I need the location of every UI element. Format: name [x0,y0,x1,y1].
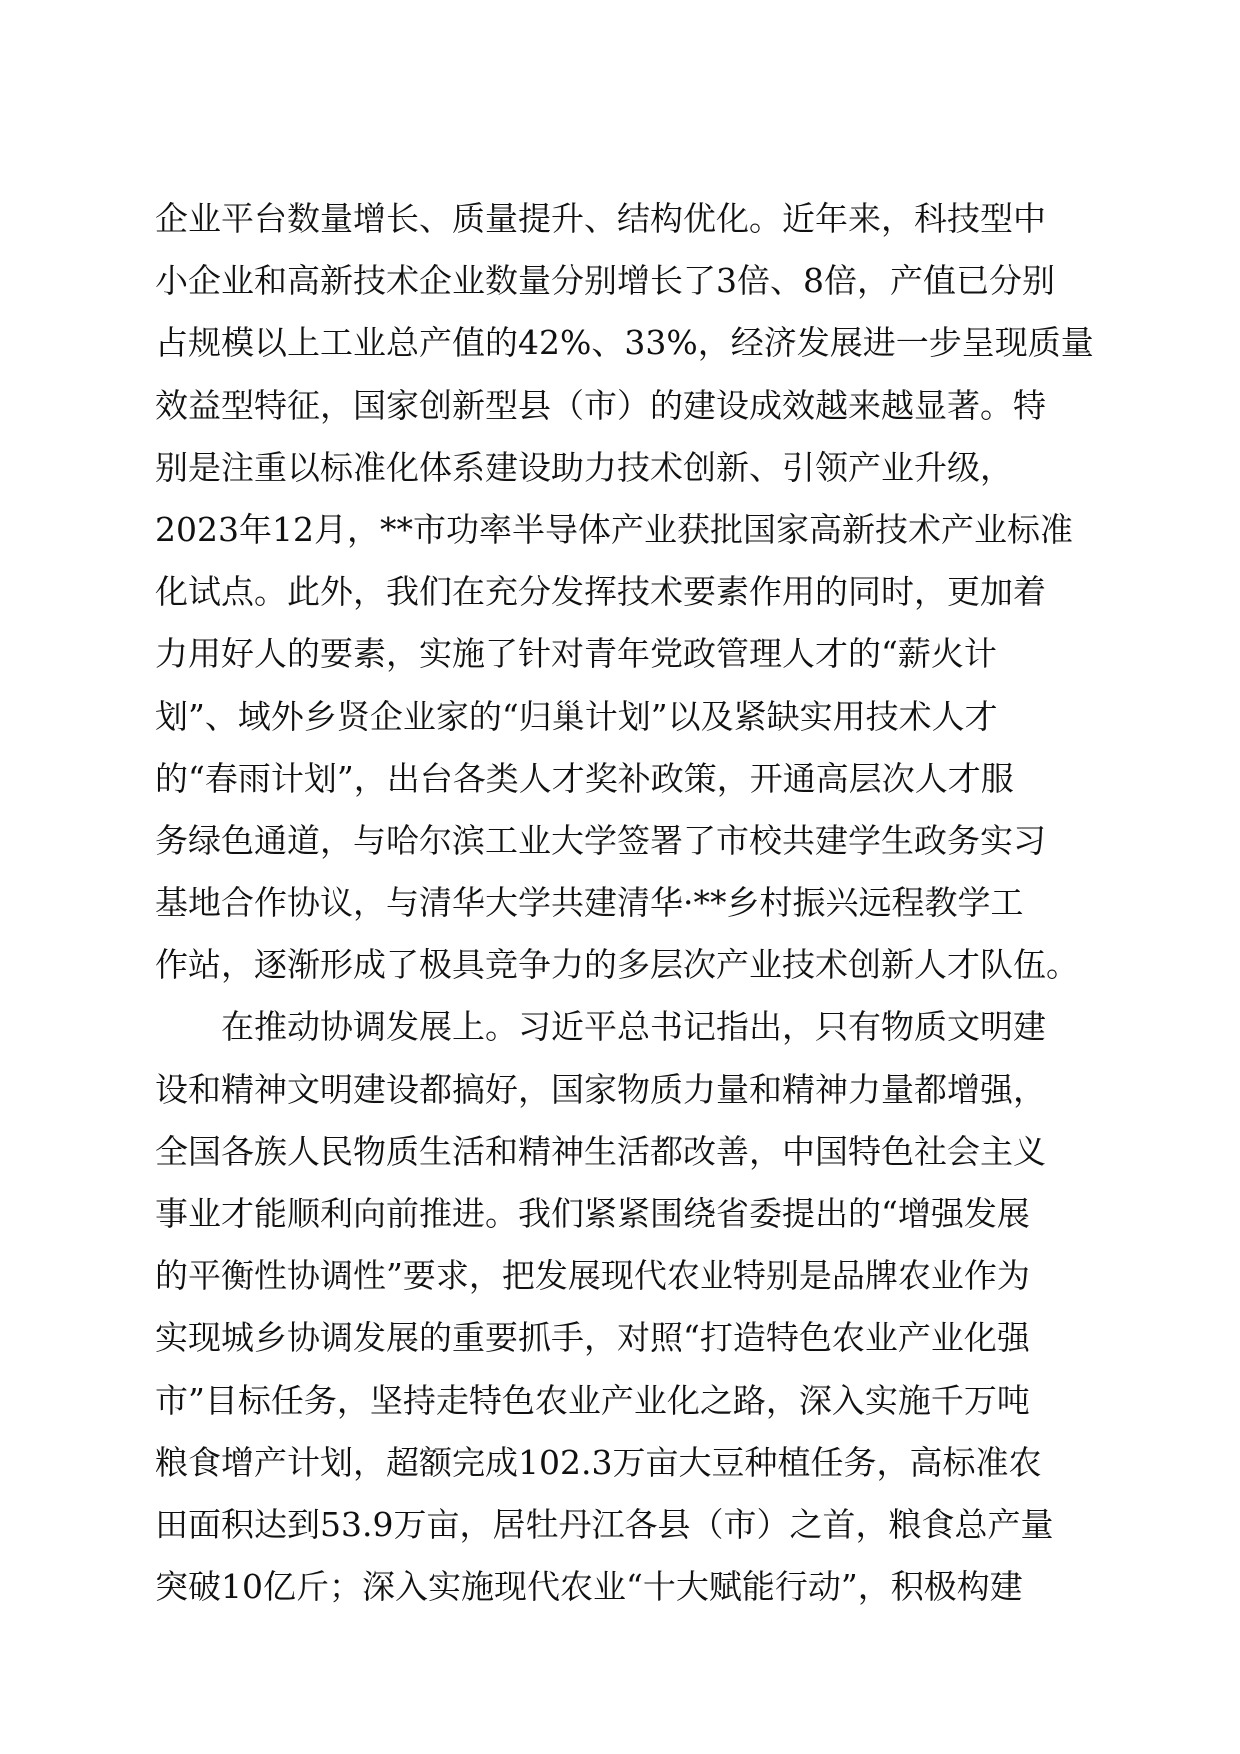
text-line: 的“春雨计划”，出台各类人才奖补政策，开通高层次人才服 [155,758,1014,798]
text-line: 占规模以上工业总产值的42%、33%，经济发展进一步呈现质量 [155,323,1094,363]
text-line: 力用好人的要素，实施了针对青年党政管理人才的“薪火计 [155,634,997,674]
text-line: 化试点。此外，我们在充分发挥技术要素作用的同时，更加着 [155,572,1046,612]
text-line: 2023年12月，**市功率半导体产业获批国家高新技术产业标准 [155,509,1073,549]
text-line: 企业平台数量增长、质量提升、结构优化。近年来，科技型中 [155,199,1046,238]
paragraph-1 [155,188,1094,996]
text-line: 的平衡性协调性”要求，把发展现代农业特别是品牌农业作为 [155,1256,1030,1296]
text-line: 基地合作协议，与清华大学共建清华·**乡村振兴远程教学工 [155,883,1024,923]
text-line: 粮食增产计划，超额完成102.3万亩大豆种植任务，高标准农 [155,1442,1042,1482]
text-line: 在推动协调发展上。习近平总书记指出，只有物质文明建 [221,1007,1046,1047]
text-line: 突破10亿斤；深入实施现代农业“十大赋能行动”，积极构建 [155,1567,1023,1607]
text-line: 设和精神文明建设都搞好，国家物质力量和精神力量都增强， [155,1069,1046,1109]
text-line: 作站，逐渐形成了极具竞争力的多层次产业技术创新人才队伍。 [155,945,1079,985]
body-text [155,188,1094,1618]
text-line: 田面积达到53.9万亩，居牡丹江各县（市）之首，粮食总产量 [155,1504,1054,1544]
text-line: 划”、域外乡贤企业家的“归巢计划”以及紧缺实用技术人才 [155,696,998,736]
text-line: 全国各族人民物质生活和精神生活都改善，中国特色社会主义 [155,1131,1046,1171]
text-line: 小企业和高新技术企业数量分别增长了3倍、8倍，产值已分别 [155,261,1055,301]
text-line: 实现城乡协调发展的重要抓手，对照“打造特色农业产业化强 [155,1318,1030,1358]
text-line: 务绿色通道，与哈尔滨工业大学签署了市校共建学生政务实习 [155,820,1046,860]
text-line: 事业才能顺利向前推进。我们紧紧围绕省委提出的“增强发展 [155,1194,1030,1233]
text-line: 效益型特征，国家创新型县（市）的建设成效越来越显著。特 [155,385,1046,425]
text-line: 别是注重以标准化体系建设助力技术创新、引领产业升级， [155,447,1013,487]
paragraph-2 [155,996,1085,1618]
text-line: 市”目标任务，坚持走特色农业产业化之路，深入实施千万吨 [155,1380,1030,1420]
